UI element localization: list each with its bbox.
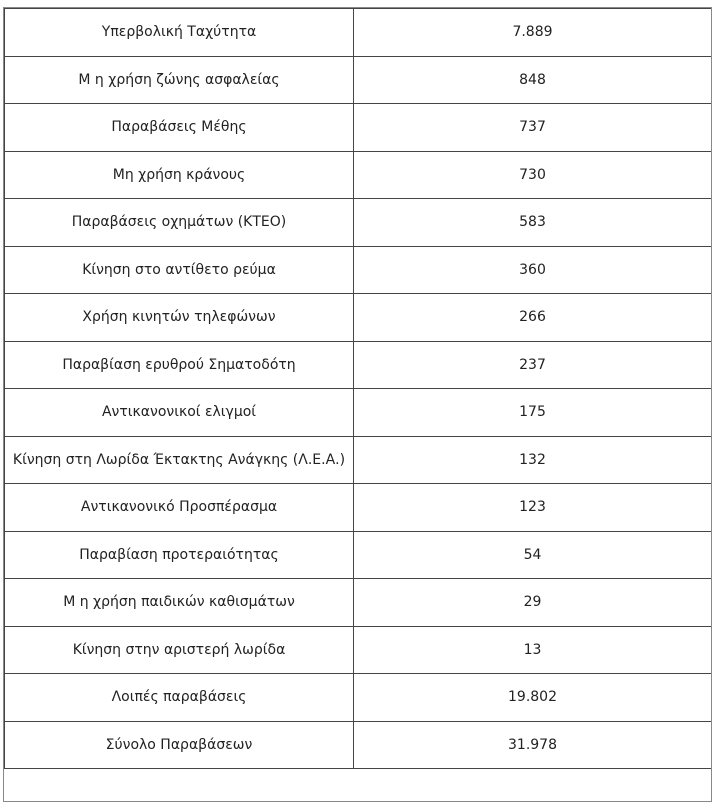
violation-count: 54 [354, 531, 712, 579]
violation-count: 29 [354, 579, 712, 627]
violation-count: 737 [354, 104, 712, 152]
table-row [5, 294, 712, 342]
violations-table [4, 8, 712, 769]
table-row [5, 436, 712, 484]
violation-count: 13 [354, 626, 712, 674]
table-row [5, 341, 712, 389]
violation-count: 132 [354, 436, 712, 484]
violation-label: Κίνηση στο αντίθετο ρεύμα [5, 246, 354, 294]
violation-label: Κίνηση στη Λωρίδα Έκτακτης Ανάγκης (Λ.Ε.Α.) [5, 436, 354, 484]
total-label: Σύνολο Παραβάσεων [5, 721, 354, 769]
violation-count: 360 [354, 246, 712, 294]
violation-label: Παραβάσεις οχημάτων (ΚΤΕΟ) [5, 199, 354, 247]
table-row [5, 151, 712, 199]
violation-label: Παραβίαση ερυθρού Σηματοδότη [5, 341, 354, 389]
violation-label: Χρήση κινητών τηλεφώνων [5, 294, 354, 342]
violation-count: 7.889 [354, 9, 712, 57]
table-row [5, 674, 712, 722]
violation-count: 175 [354, 389, 712, 437]
violation-label: Αντικανονικοί ελιγμοί [5, 389, 354, 437]
table-row [5, 199, 712, 247]
table-row-total [5, 721, 712, 769]
table-row [5, 246, 712, 294]
violation-label: Κίνηση στην αριστερή λωρίδα [5, 626, 354, 674]
violation-count: 19.802 [354, 674, 712, 722]
violation-label: Αντικανονικό Προσπέρασμα [5, 484, 354, 532]
violation-count: 583 [354, 199, 712, 247]
violation-label: Παραβίαση προτεραιότητας [5, 531, 354, 579]
violation-label: Λοιπές παραβάσεις [5, 674, 354, 722]
table-row [5, 531, 712, 579]
violation-label: Μ η χρήση παιδικών καθισμάτων [5, 579, 354, 627]
total-count: 31.978 [354, 721, 712, 769]
violation-count: 730 [354, 151, 712, 199]
violation-count: 123 [354, 484, 712, 532]
violation-label: Υπερβολική Ταχύτητα [5, 9, 354, 57]
table-row [5, 9, 712, 57]
violation-count: 848 [354, 56, 712, 104]
violations-table-body [5, 9, 712, 769]
table-row [5, 626, 712, 674]
violation-label: Μη χρήση κράνους [5, 151, 354, 199]
table-row [5, 579, 712, 627]
violations-table-container [4, 8, 711, 769]
violation-label: Μ η χρήση ζώνης ασφαλείας [5, 56, 354, 104]
violation-count: 237 [354, 341, 712, 389]
violation-label: Παραβάσεις Μέθης [5, 104, 354, 152]
table-row [5, 104, 712, 152]
violation-count: 266 [354, 294, 712, 342]
table-row [5, 484, 712, 532]
table-row [5, 56, 712, 104]
table-row [5, 389, 712, 437]
